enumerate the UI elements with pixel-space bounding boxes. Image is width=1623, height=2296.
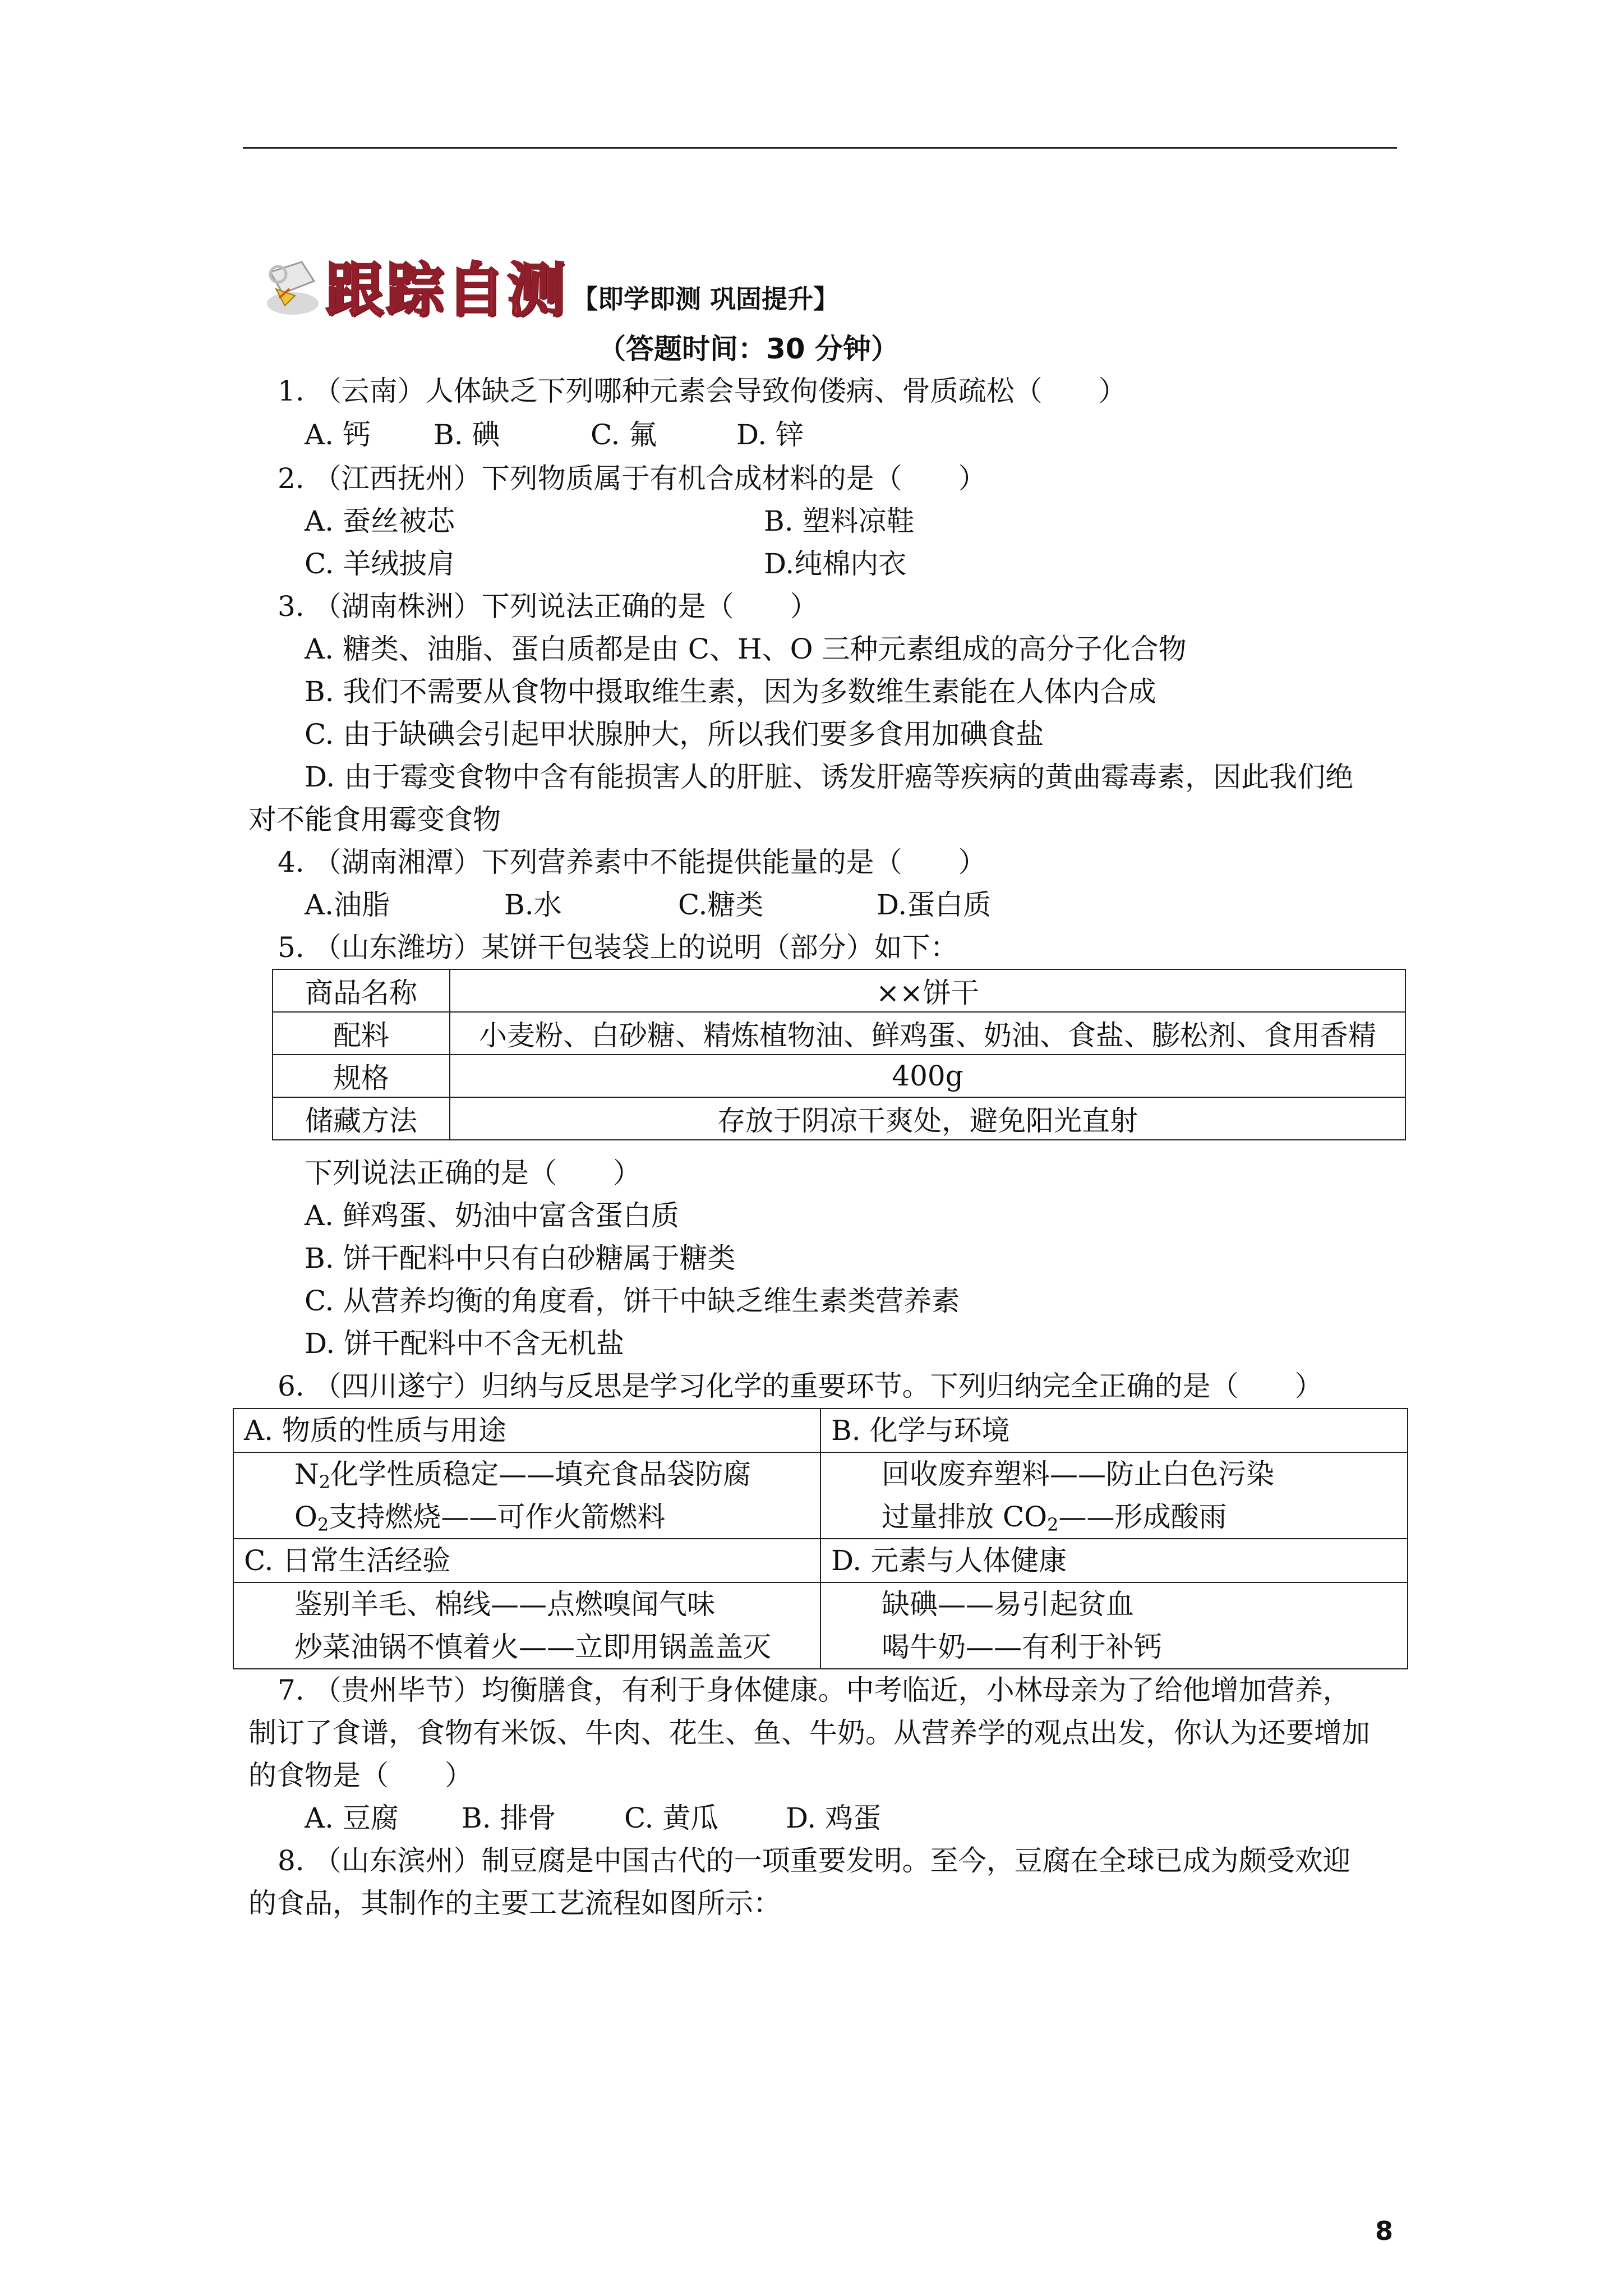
table-value: 400g [450,1055,1405,1097]
q4-option-a: A.油脂 [305,889,390,921]
q5-stem: 5. （山东潍坊）某饼干包装袋上的说明（部分）如下： [278,931,958,964]
q1-option-a: A. 钙 [305,418,371,451]
table-row [233,1582,1408,1669]
q6-a-line2: $O_2$支持燃烧——可作火箭燃料 [294,1501,666,1535]
q1-option-d: D. 锌 [736,418,804,451]
q5-option-b: B. 饼干配料中只有白砂糖属于糖类 [305,1242,736,1274]
q1-option-c: C. 氟 [591,418,657,451]
q3-option-d: D. 由于霉变食物中含有能损害人的肝脏、诱发肝癌等疾病的黄曲霉毒素，因此我们绝 [305,761,1354,793]
q6-d-line1: 缺碘——易引起贫血 [882,1588,1134,1621]
q3-option-c: C. 由于缺碘会引起甲状腺肿大，所以我们要多食用加碘食盐 [305,718,1044,751]
table-row [273,1097,1405,1140]
table-key: 规格 [273,1055,450,1097]
q7-option-d: D. 鸡蛋 [786,1802,882,1834]
table-key: 商品名称 [273,969,450,1012]
q4-options [305,883,991,927]
q2-stem: 2. （江西抚州）下列物质属于有机合成材料的是（ ） [278,462,986,495]
table-value: ××饼干 [450,969,1405,1012]
table-row [233,1539,1408,1582]
q4-option-d: D.蛋白质 [877,889,992,921]
q6-b-line1: 回收废弃塑料——防止白色污染 [882,1458,1274,1490]
q1-option-b: B. 碘 [434,418,500,451]
q2-option-c: C. 羊绒披肩 [305,547,455,580]
table-row [233,1452,1408,1539]
pencil-magnifier-icon [262,250,323,319]
q7-line3: 的食物是（ ） [248,1759,473,1792]
q6-a-line1: $N_2$化学性质稳定——填充食品袋防腐 [294,1458,751,1493]
table-row [273,1012,1405,1055]
q3-option-a: A. 糖类、油脂、蛋白质都是由 C、H、O 三种元素组成的高分子化合物 [305,633,1187,665]
q5-product-table [272,969,1406,1140]
q5-option-c: C. 从营养均衡的角度看，饼干中缺乏维生素类营养素 [305,1285,960,1317]
q6-b-body [820,1452,1408,1539]
table-key: 储藏方法 [273,1097,450,1140]
table-row [273,1055,1405,1097]
q6-d-body [820,1582,1408,1669]
q7-line2: 制订了食谱，食物有米饭、牛肉、花生、鱼、牛奶。从营养学的观点出发，你认为还要增加 [248,1717,1370,1749]
q7-option-b: B. 排骨 [462,1802,556,1834]
q5-prompt: 下列说法正确的是（ ） [305,1157,641,1189]
table-row [233,1409,1408,1452]
q6-a-head: A. 物质的性质与用途 [233,1409,820,1452]
q5-option-a: A. 鲜鸡蛋、奶油中富含蛋白质 [305,1199,679,1232]
q6-b-line2: 过量排放 $CO_2——$形成酸雨 [882,1501,1227,1535]
q8-line2: 的食品，其制作的主要工艺流程如图所示： [248,1887,781,1920]
table-value: 存放于阴凉干爽处，避免阳光直射 [450,1097,1405,1140]
time-note: （答题时间：30 分钟） [598,333,899,365]
q4-option-c: C.糖类 [678,889,764,921]
page-number: 8 [1375,2216,1394,2246]
q5-option-d: D. 饼干配料中不含无机盐 [305,1327,625,1360]
q6-stem: 6. （四川遂宁）归纳与反思是学习化学的重要环节。下列归纳完全正确的是（ ） [278,1370,1323,1402]
header-rule [243,147,1397,149]
q4-option-b: B.水 [504,889,562,921]
q3-option-b: B. 我们不需要从食物中摄取维生素，因为多数维生素能在人体内合成 [305,675,1156,708]
section-title: 跟踪自测 [325,256,568,324]
q6-b-head: B. 化学与环境 [820,1409,1408,1452]
q6-c-body [233,1582,820,1669]
q2-option-b: B. 塑料凉鞋 [764,505,915,537]
section-subtitle: 【即学即测 巩固提升】 [572,284,840,314]
q1-stem: 1. （云南）人体缺乏下列哪种元素会导致佝偻病、骨质疏松（ ） [278,375,1127,407]
q6-c-head: C. 日常生活经验 [233,1539,820,1582]
q7-option-c: C. 黄瓜 [624,1802,719,1834]
q6-c-line1: 鉴别羊毛、棉线——点燃嗅闻气味 [294,1588,715,1621]
q6-a-body [233,1452,820,1539]
q6-d-line2: 喝牛奶——有利于补钙 [882,1631,1162,1663]
section-header [262,250,840,324]
q2-option-d: D.纯棉内衣 [764,547,907,580]
q6-d-head: D. 元素与人体健康 [820,1539,1408,1582]
q2-option-a: A. 蚕丝被芯 [305,505,455,537]
q3-stem: 3. （湖南株洲）下列说法正确的是（ ） [278,590,818,623]
table-key: 配料 [273,1012,450,1055]
q6-c-line2: 炒菜油锅不慎着火——立即用锅盖盖灭 [294,1631,771,1663]
q7-line1: 7. （贵州毕节）均衡膳食，有利于身体健康。中考临近，小林母亲为了给他增加营养， [278,1674,1351,1706]
q8-line1: 8. （山东滨州）制豆腐是中国古代的一项重要发明。至今，豆腐在全球已成为颇受欢迎 [278,1844,1351,1877]
table-row [273,969,1405,1012]
table-value: 小麦粉、白砂糖、精炼植物油、鲜鸡蛋、奶油、食盐、膨松剂、食用香精 [450,1012,1405,1055]
q1-options [305,413,804,457]
q7-option-a: A. 豆腐 [305,1802,399,1834]
q7-options [305,1796,881,1840]
q6-summary-table [233,1408,1408,1669]
q3-option-d-cont: 对不能食用霉变食物 [248,803,501,836]
q4-stem: 4. （湖南湘潭）下列营养素中不能提供能量的是（ ） [278,846,986,878]
